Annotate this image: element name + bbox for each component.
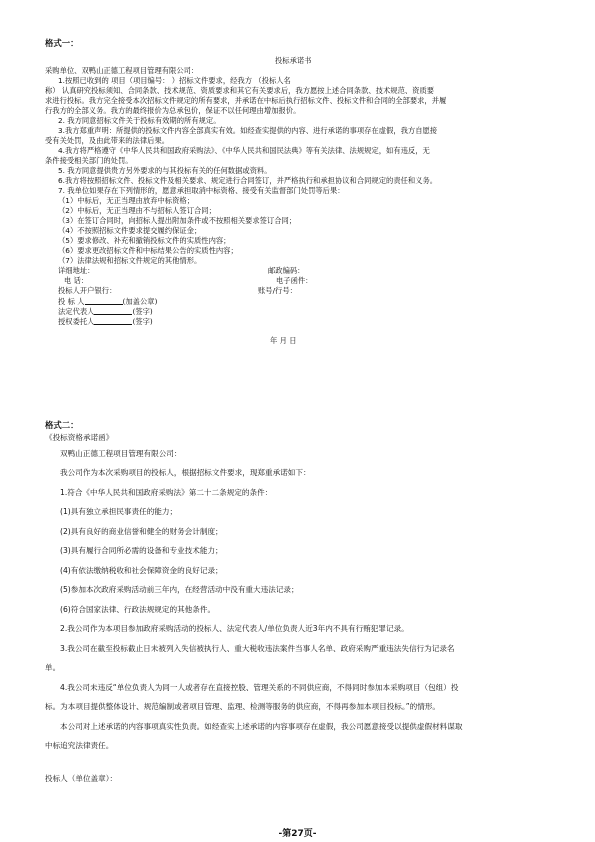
format2-item: (6)符合国家法律、行政法规规定的其他条件。 bbox=[60, 605, 216, 614]
format2-item: (5)参加本次政府采购活动前三年内，在经营活动中没有重大违法记录； bbox=[60, 585, 299, 594]
date-line: 年 月 日 bbox=[270, 336, 297, 345]
format2-item: (1)具有独立承担民事责任的能力； bbox=[60, 507, 178, 516]
email-label: 电子函件： bbox=[276, 276, 313, 285]
format2-title: 《投标资格承诺函》 bbox=[45, 433, 114, 442]
format1-p2: 2. 我方同意招标文件关于投标有效期的所有规定。 bbox=[58, 116, 221, 125]
phone-label: 电 话： bbox=[64, 276, 89, 285]
page-number: -第27页- bbox=[278, 829, 317, 839]
agent-label: 授权委托人 bbox=[58, 317, 95, 326]
format2-p5-line2: 中标追究法律责任。 bbox=[45, 741, 114, 750]
format1-item: （7）法律法规和招标文件规定的其他情形。 bbox=[58, 256, 202, 265]
legal-rep-label: 法定代表人 bbox=[58, 307, 95, 316]
agent-line bbox=[58, 316, 153, 326]
format2-p1: 1.符合《中华人民共和国政府采购法》第二十二条规定的条件： bbox=[60, 488, 273, 497]
format1-p1-line1 bbox=[58, 76, 291, 85]
format1-p3-line1: 3.我方郑重声明：所提供的投标文件内容全部真实有效。如经查实提供的内容、进行承诺的事项存在虚假，我方自愿接 bbox=[58, 126, 438, 135]
format1-item: （6）要求更改招标文件和中标结果公告的实质性内容； bbox=[58, 246, 238, 255]
format1-p5: 5. 我方同意提供贵方另外要求的与其投标有关的任何数据或资料。 bbox=[58, 166, 272, 175]
agent-signature-blank bbox=[94, 316, 132, 325]
legal-rep-line bbox=[58, 306, 153, 316]
format1-heading: 格式一： bbox=[45, 38, 79, 48]
format1-p1-number: 1. bbox=[58, 76, 65, 85]
format2-addressee: 双鸭山正德工程项目管理有限公司： bbox=[60, 449, 182, 458]
format1-p1-line2: 称） 认真研究投标须知、合同条款、技术规范、资质要求和其它有关要求后，我方愿按上述合同条款、技术规范、资质要 bbox=[45, 86, 435, 95]
format1-p1-line3: 求进行投标。我方完全接受本次招标文件规定的所有要求，并承诺在中标后执行招标文件、投标文件和合同的全部要求，并履 bbox=[45, 96, 447, 105]
address-label: 详细地址： bbox=[58, 266, 95, 275]
format2-signature: 投标人（单位盖章）： bbox=[45, 774, 118, 783]
format2-p4-line2: 标。为本项目提供整体设计、规范编制或者项目管理、监理、检测等服务的供应商，不得再参加本项目投标。”的情形。 bbox=[45, 702, 441, 711]
format1-p7: 7. 我单位如果存在下列情形的，愿意承担取消中标资格、接受有关监督部门处罚等后果： bbox=[58, 186, 345, 195]
format2-p3-line1: 3.我公司在截至投标截止日未被列入失信被执行人、重大税收违法案件当事人名单、政府采购严重违法失信行为记录名 bbox=[60, 644, 455, 653]
legal-rep-signature-blank bbox=[94, 306, 132, 315]
format1-item: （2）中标后，无正当理由不与招标人签订合同； bbox=[58, 206, 216, 215]
format2-p5-line1: 本公司对上述承诺的内容事项真实性负责。如经查实上述承诺的内容事项存在虚假，我公司愿意接受以提供虚假材料谋取 bbox=[60, 722, 463, 731]
bidder-seal-note: (加盖公章) bbox=[122, 297, 158, 306]
format2-p3-line2: 单。 bbox=[45, 663, 61, 672]
format1-item: （4）不按照招标文件要求提交履约保证金； bbox=[58, 226, 202, 235]
format1-p1-line4: 行我方的全部义务。我方的最终报价为总承包价，保证不以任何理由增加报价。 bbox=[45, 106, 301, 115]
format1-p3-line2: 受有关处罚，及由此带来的法律后果。 bbox=[45, 136, 170, 145]
bidder-line bbox=[58, 296, 157, 306]
postcode-label: 邮政编码： bbox=[268, 266, 305, 275]
format1-p6: 6.我方将按照招标文件、投标文件及相关要求、规定进行合同签订，并严格执行和承担协议和合同规定的责任和义务。 bbox=[58, 176, 438, 185]
legal-rep-sign-note: (签字) bbox=[132, 307, 153, 316]
format2-intro: 我公司作为本次采购项目的投标人，根据招标文件要求，现郑重承诺如下： bbox=[60, 468, 311, 477]
format2-item: (2)具有良好的商业信誉和健全的财务会计制度； bbox=[60, 527, 223, 536]
agent-sign-note: (签字) bbox=[132, 317, 153, 326]
format2-item: (4)有依法缴纳税收和社会保障资金的良好记录； bbox=[60, 566, 223, 575]
format1-item: （3）在签订合同时，向招标人提出附加条件或不按照相关要求签订合同； bbox=[58, 216, 297, 225]
bidder-signature-blank bbox=[85, 296, 123, 305]
bank-label: 投标人开户银行： bbox=[58, 286, 117, 295]
format1-p4-line2: 条件接受相关部门的处罚。 bbox=[45, 156, 133, 165]
format2-heading: 格式二： bbox=[45, 420, 79, 430]
format1-title: 投标承诺书 bbox=[275, 56, 312, 65]
format2-p2: 2.我公司作为本项目参加政府采购活动的投标人、法定代表人/单位负责人近3年内不具有行贿犯罪记录。 bbox=[60, 624, 409, 633]
format1-addressee: 采购单位、双鸭山正德工程项目管理有限公司： bbox=[45, 66, 199, 75]
format1-item: （1）中标后，无正当理由放弃中标资格； bbox=[58, 196, 194, 205]
account-label: 账号/行号： bbox=[258, 286, 297, 295]
format1-p1-text: 按照已收到的 项目（项目编号： ）招标文件要求，经我方 （投标人名 bbox=[64, 76, 291, 85]
format2-item: (3)具有履行合同所必需的设备和专业技术能力； bbox=[60, 546, 223, 555]
format1-item: （5）要求修改、补充和撤销投标文件的实质性内容； bbox=[58, 236, 231, 245]
bidder-label: 投 标 人 bbox=[58, 297, 85, 306]
format2-p4-line1: 4.我公司未违反“单位负责人为同一人或者存在直接控股、管理关系的不同供应商，不得同时参加本采购项目（包组）投 bbox=[60, 683, 459, 692]
format1-p4-line1: 4.我方将严格遵守《中华人民共和国政府采购法》、《中华人民共和国民法典》等有关法律、法规规定，如有违反，无 bbox=[58, 146, 430, 155]
